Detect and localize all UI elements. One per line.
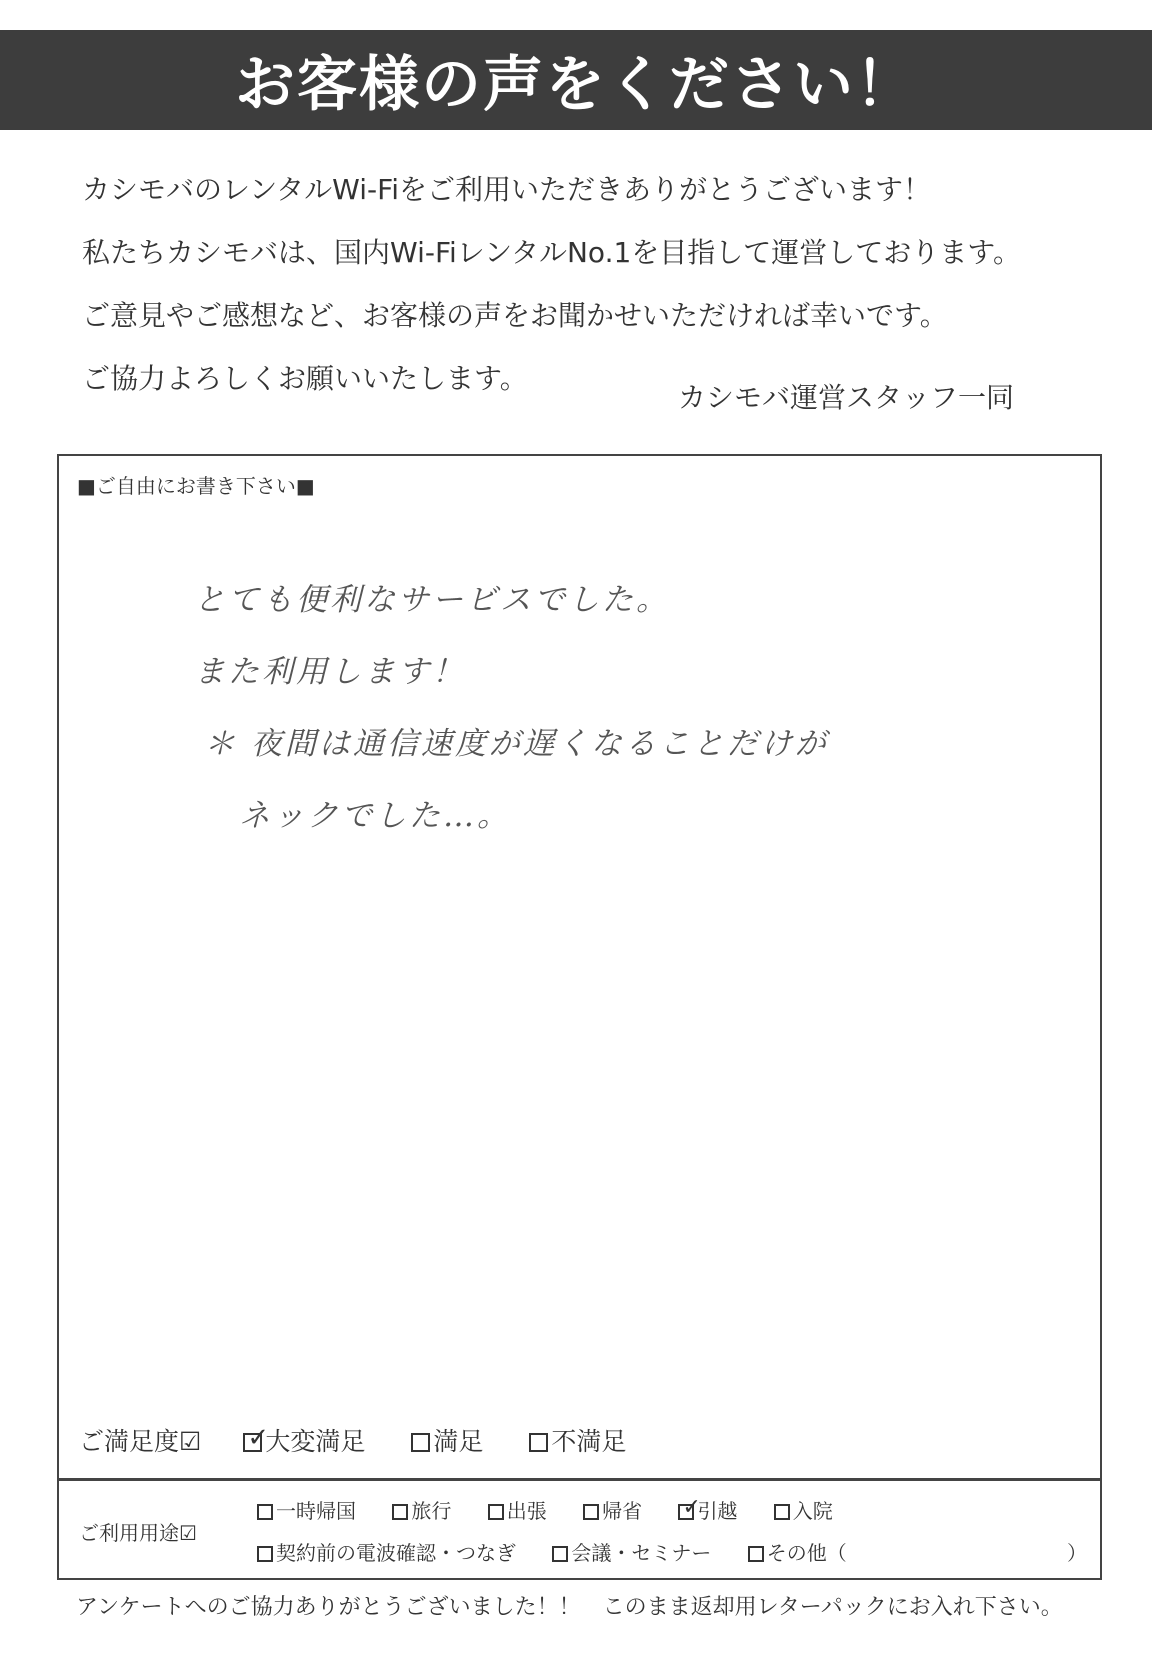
usage-box [57,1479,1102,1580]
checkbox[interactable] [552,1546,568,1562]
checkmark-icon: ✓ [247,1423,270,1453]
usage-option-meeting[interactable]: 会議・セミナー [552,1541,711,1565]
checkbox[interactable] [411,1433,430,1452]
handwritten-line: ＊ 夜間は通信速度が遅くなることだけが [204,726,829,762]
satisfaction-row [79,1422,664,1458]
staff-signature: カシモバ運営スタッフ一同 [678,381,1015,414]
satisfaction-label: ご満足度☑ [79,1427,202,1456]
free-comment-box[interactable] [57,454,1102,1480]
other-close-paren: ） [1067,1541,1087,1565]
usage-option-other[interactable]: その他（ [748,1541,847,1565]
checkbox[interactable] [243,1423,270,1453]
handwritten-line: とても便利なサービスでした。 [194,582,670,618]
usage-option-signal-check[interactable]: 契約前の電波確認・つなぎ [257,1541,516,1565]
header-banner [0,30,1152,130]
checkbox[interactable] [583,1504,599,1520]
free-comment-label: ■ご自由にお書き下さい■ [77,474,315,498]
satisfaction-option-satisfied[interactable]: 満足 [411,1422,483,1458]
usage-row-1 [257,1495,863,1524]
checkbox[interactable] [257,1504,273,1520]
usage-option-travel[interactable]: 旅行 [392,1499,451,1523]
usage-label: ご利用用途☑ [79,1521,197,1545]
usage-option-business-trip[interactable]: 出張 [488,1499,547,1523]
usage-row-2 [257,1537,1087,1566]
handwritten-line: ネックでした…。 [239,798,511,834]
satisfaction-option-unsatisfied[interactable]: 不満足 [529,1422,626,1458]
intro-line: ご意見やご感想など、お客様の声をお聞かせいただければ幸いです。 [82,299,948,332]
usage-option-hospital[interactable]: 入院 [774,1499,833,1523]
intro-text [82,158,1082,410]
page-title: お客様の声をください！ [235,50,917,120]
intro-line: 私たちカシモバは、国内Wi-FiレンタルNo.1を目指して運営しております。 [82,236,1022,269]
usage-option-temporary-return[interactable]: 一時帰国 [257,1499,356,1523]
usage-option-homecoming[interactable]: 帰省 [583,1499,642,1523]
footer-text: アンケートへのご協力ありがとうございました！！ このまま返却用レターパックにお入れ下さい。 [76,1595,1063,1620]
handwritten-line: また利用します！ [194,654,466,690]
usage-option-moving[interactable]: ✓ 引越 [678,1499,737,1523]
checkbox[interactable] [748,1546,764,1562]
checkbox[interactable] [774,1504,790,1520]
checkbox[interactable] [678,1495,701,1520]
checkbox[interactable] [257,1546,273,1562]
checkbox[interactable] [529,1433,548,1452]
checkbox[interactable] [392,1504,408,1520]
intro-line: カシモバのレンタルWi-Fiをご利用いただきありがとうございます！ [82,173,931,206]
checkmark-icon: ✓ [682,1495,701,1520]
intro-line: ご協力よろしくお願いいたします。 [82,362,528,395]
checkbox[interactable] [488,1504,504,1520]
satisfaction-option-very-satisfied[interactable]: ✓ 大変満足 [243,1422,365,1458]
